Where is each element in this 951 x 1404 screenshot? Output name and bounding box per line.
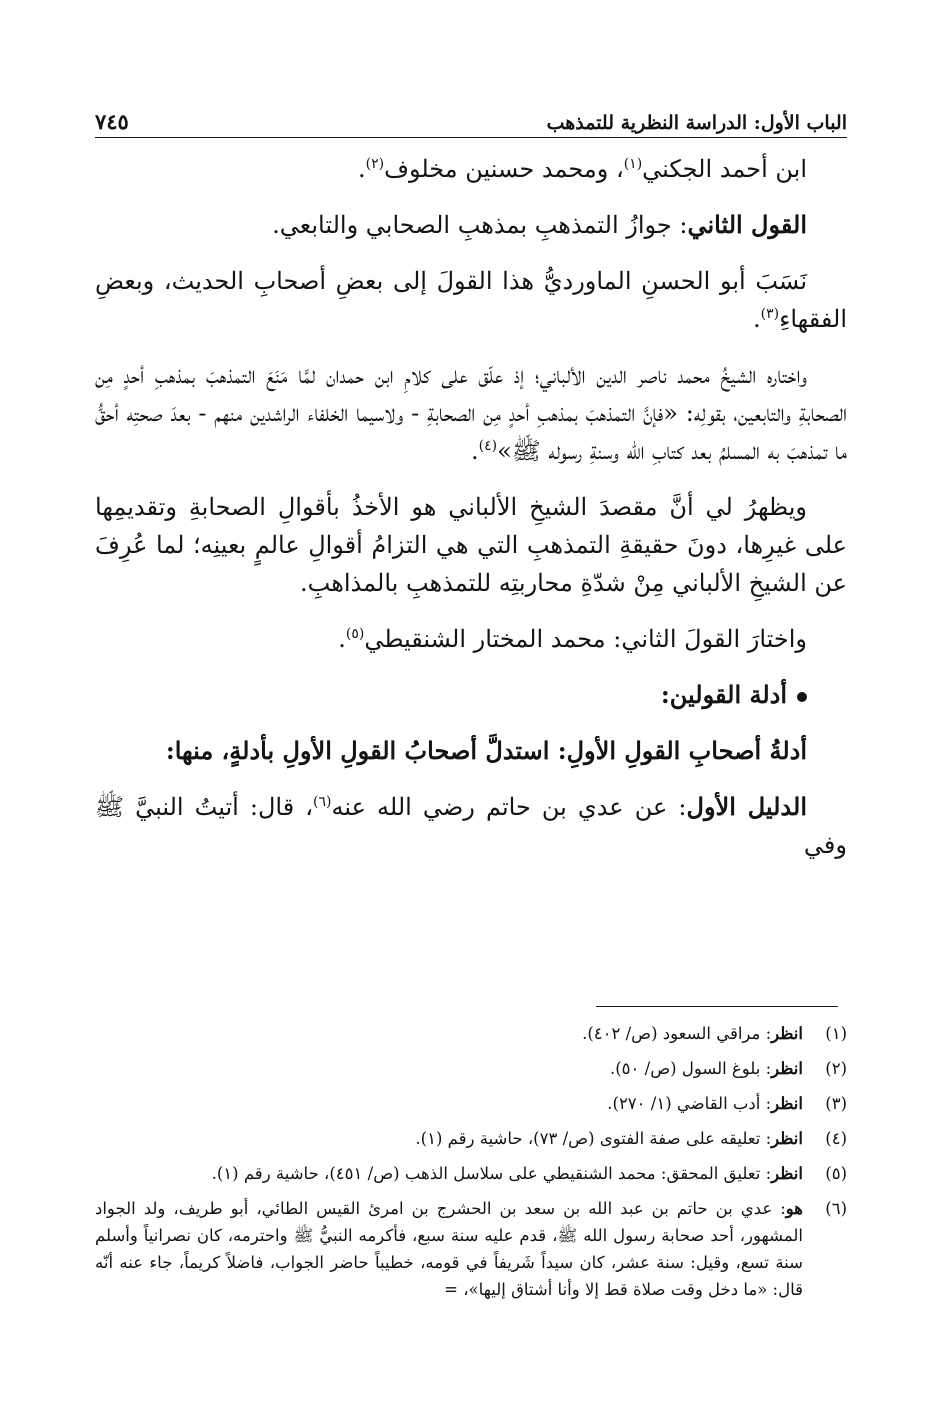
footnote-body: : أدب القاضي (١/ ٢٧٠).: [607, 1094, 772, 1113]
first-evidence-label: الدليل الأول: [686, 792, 808, 821]
footnote-lead: انظر: [771, 1024, 803, 1043]
paragraph-3-text: نَسَبَ أبو الحسنِ الماورديُّ هذا القولَ إلى بعضِ أصحابِ الحديث، وبعضِ الفقهاءِ: [95, 267, 847, 333]
footnote-4: [95, 1125, 847, 1152]
footnote-ref-3: (٣): [760, 306, 780, 322]
paragraph-4-end: .: [471, 437, 479, 465]
paragraph-1-end: .: [357, 155, 366, 183]
footnote-text: [95, 1090, 803, 1117]
footnote-1: [95, 1020, 847, 1047]
footnote-text: [95, 1195, 803, 1303]
footnote-number: (٤): [825, 1129, 847, 1148]
paragraph-5: [95, 488, 847, 602]
paragraph-9-mid: : عن عدي بن حاتم رضي الله عنه: [331, 793, 687, 821]
footnote-body: : عدي بن حاتم بن عبد الله بن سعد بن الحشرج بن امرئ القيس الطائي، أبو طريف، ولد الجواد المشهور، أحد صحابة رسول الله ﷺ، قدم عليه سنة سبع، فأكرمه النبيُّ ﷺ واحترمه، كان نصرانياً وأسلم سنة تسع، وقيل: سنة عشر، كان سيداً شَريفاً في قومه، خطيباً حاضر الجواب، فاضلاً كريماً، جاء عنه أنّه قال: «ما دخل وقت صلاة قط إلا وأنا أشتاق إليها»، =: [95, 1199, 803, 1299]
footnote-text: [95, 1125, 803, 1152]
footnote-text: [95, 1055, 803, 1082]
footnote-body: : بلوغ السول (ص/ ٥٠).: [609, 1059, 772, 1078]
evidence-heading: [95, 676, 847, 714]
second-opinion-heading: القول الثاني: [687, 210, 807, 239]
footnote-number: (٥): [825, 1164, 847, 1183]
footnote-body: : مراقي السعود (ص/ ٤٠٢).: [582, 1024, 772, 1043]
footnote-lead: انظر: [771, 1129, 803, 1148]
page-number: ٧٤٥: [95, 109, 129, 134]
footnote-ref-2: (٢): [365, 156, 385, 172]
first-opinion-evidence-heading: [95, 732, 847, 770]
paragraph-1: [95, 150, 847, 188]
footnote-number: (٢): [825, 1059, 847, 1078]
paragraph-3-end: .: [752, 305, 761, 333]
footnote-separator: [596, 1006, 838, 1007]
footnote-body: : تعليقه على صفة الفتوى (ص/ ٧٣)، حاشية رقم (١).: [415, 1129, 772, 1148]
paragraph-4-text: واختاره الشيخُ محمد ناصر الدين الألباني؛ إذ علّق على كلامِ ابن حمدان لمَّا مَنَعَ التمذهبَ بمذهبِ أحدٍ مِن الصحابةِ والتابعين، بقولِه: «فإنَّ التمذهبَ بمذهبِ أحدٍ مِن الصحابةِ - ولاسيما الخلفاء الراشدين منهم - بعدَ صحتِه أحقُّ ما تمذهبَ به المسلمُ بعد كتابِ الله وسنةِ رسوله ﷺ»: [95, 361, 847, 465]
paragraph-1-text: ابن أحمد الجكني: [642, 155, 807, 183]
footnote-2: [95, 1055, 847, 1082]
header-rule: [95, 137, 847, 138]
paragraph-9: [95, 788, 847, 864]
paragraph-1-mid: ، ومحمد حسنين مخلوف: [384, 155, 624, 183]
footnote-3: [95, 1090, 847, 1117]
footnote-number: (١): [825, 1024, 847, 1043]
paragraph-6-end: .: [338, 625, 346, 653]
footnote-lead: انظر: [771, 1059, 803, 1078]
footnote-lead: انظر: [771, 1094, 803, 1113]
paragraph-5-text: ويظهرُ لي أنَّ مقصدَ الشيخِ الألباني هو الأخذُ بأقوالِ الصحابةِ وتقديمِها على غيرِها، دونَ حقيقةِ التمذهبِ التي هي التزامُ أقوالِ عالمٍ بعينِه؛ لما عُرِفَ عن الشيخِ الألباني مِنْ شدّةِ محاربتِه للتمذهبِ بالمذاهبِ.: [95, 493, 847, 597]
footnote-number: (٦): [825, 1199, 847, 1218]
main-text: [95, 150, 847, 864]
paragraph-6-text: واختارَ القولَ الثاني: محمد المختار الشنقيطي: [364, 625, 807, 653]
paragraph-3: [95, 262, 847, 338]
footnote-5: [95, 1160, 847, 1187]
running-title: الباب الأول: الدراسة النظرية للتمذهب: [546, 112, 847, 134]
footnote-ref-1: (١): [623, 156, 643, 172]
page-header: [95, 98, 847, 134]
paragraph-6: [95, 620, 847, 658]
footnote-lead: هو: [785, 1199, 803, 1218]
evidence-heading-text: أدلة القولين:: [660, 680, 787, 709]
footnote-ref-4: (٤): [478, 438, 498, 454]
bullet-icon: [797, 692, 807, 702]
footnote-ref-5: (٥): [345, 626, 365, 642]
footnote-number: (٣): [825, 1094, 847, 1113]
paragraph-2: [95, 206, 847, 244]
footnote-body: : تعليق المحقق: محمد الشنقيطي على سلاسل الذهب (ص/ ٤٥١)، حاشية رقم (١).: [211, 1164, 772, 1183]
paragraph-2-text: : جوازُ التمذهبِ بمذهبِ الصحابي والتابعي.: [272, 211, 688, 239]
footnotes: [95, 1020, 847, 1311]
first-opinion-evidence-text: أدلةُ أصحابِ القولِ الأولِ: استدلَّ أصحابُ القولِ الأولِ بأدلةٍ، منها:: [165, 736, 807, 765]
paragraph-4: [95, 356, 847, 470]
footnote-lead: انظر: [771, 1164, 803, 1183]
footnote-text: [95, 1160, 803, 1187]
footnote-text: [95, 1020, 803, 1047]
paragraph-9-end: ، قال: أتيتُ النبيَّ ﷺ وفي: [95, 793, 847, 859]
footnote-6: [95, 1195, 847, 1303]
footnote-ref-6: (٦): [313, 794, 332, 810]
